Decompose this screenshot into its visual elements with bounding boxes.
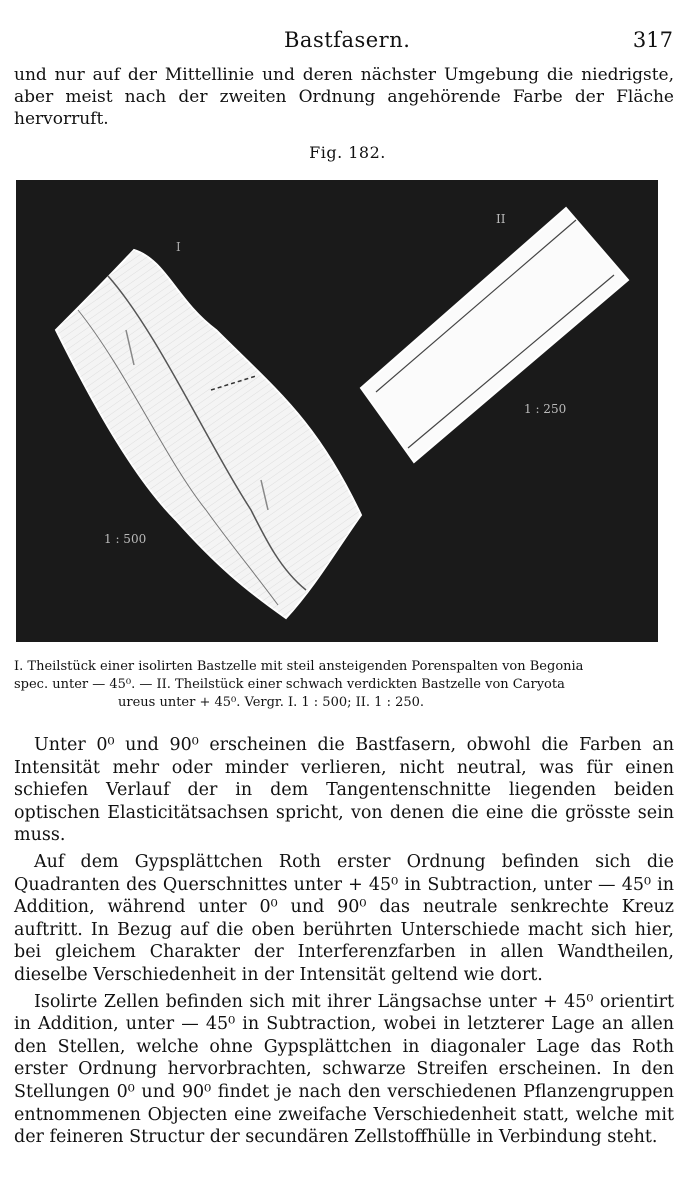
paragraph: Isolirte Zellen befinden sich mit ihrer Längsachse unter + 45⁰ orientirt in Addition, unter — 45⁰ in Subtraction, wobei in letzterer Lage an allen den Stellen, welche ohne Gypsplättchen in diagonaler Lage das Roth erster Ordnung hervorbrachten, schwarze Streifen erscheinen. In den Stellungen 0⁰ und 90⁰ findet je nach den verschiedenen Pflanzengruppen entnommenen Objecten eine zweifache Verschiedenheit statt, welche mit der feineren Structur der secundären Zellstoffhülle in Verbindung steht. xyxy=(14,991,674,1148)
fibre-two-label: II xyxy=(496,212,506,226)
caption-line: ureus unter + 45⁰. Vergr. I. 1 : 500; II. 1 : 250. xyxy=(118,695,425,710)
scale-label-two: 1 : 250 xyxy=(524,402,567,416)
bast-fibre-one xyxy=(56,250,361,618)
fibre-one-label: I xyxy=(176,240,181,254)
lead-paragraph xyxy=(14,64,674,130)
figure-caption xyxy=(14,658,674,712)
paragraph: Unter 0⁰ und 90⁰ erscheinen die Bastfasern, obwohl die Farben an Intensität mehr oder minder verlieren, nicht neutral, was für einen schiefen Verlauf der in dem Tangentenschnitte liegenden beiden optischen Elasticitätsachsen spricht, von denen die eine die grösste sein muss. xyxy=(14,735,674,846)
page-number: 317 xyxy=(632,28,673,52)
scale-label-one: 1 : 500 xyxy=(104,532,147,546)
figure-label: Fig. 182. xyxy=(309,143,386,162)
paragraph: Auf dem Gypsplättchen Roth erster Ordnung befinden sich die Quadranten des Querschnittes unter + 45⁰ in Subtraction, unter — 45⁰ in Addition, während unter 0⁰ und 90⁰ das neutrale senkrechte Kreuz auftritt. In Bezug auf die oben berührten Unterschiede macht sich hier, bei gleichem Charakter der Interferenzfarben in allen Wandtheilen, dieselbe Verschiedenheit in der Intensität geltend wie dort. xyxy=(14,851,674,985)
running-header xyxy=(0,28,695,54)
caption-line: spec. unter — 45⁰. — II. Theilstück einer schwach verdickten Bastzelle von Caryota xyxy=(14,677,565,692)
body-text xyxy=(14,734,674,1153)
running-title: Bastfasern. xyxy=(284,28,411,52)
micrograph-figure xyxy=(16,180,658,642)
bast-fibre-two xyxy=(361,208,628,462)
lead-text: und nur auf der Mittellinie und deren nächster Umgebung die niedrigste, aber meist nach der zweiten Ordnung angehörende Farbe der Fläche hervorruft. xyxy=(14,65,674,129)
caption-line: I. Theilstück einer isolirten Bastzelle mit steil ansteigenden Porenspalten von Begonia xyxy=(14,659,584,674)
